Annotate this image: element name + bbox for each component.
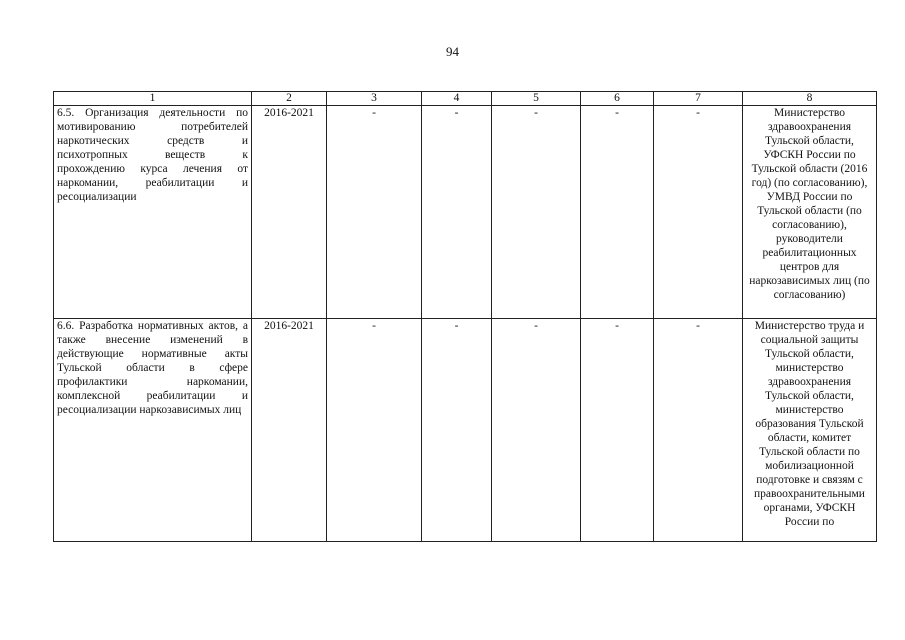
header-col-3: 3 [327, 92, 422, 106]
activity-description: 6.6. Разработка нормативных актов, а также внесение изменений в действующие нормативные акты Тульской области в сфере профилактики наркомании, комплексной реабилитации и ресоциализации наркозависимых лиц [54, 319, 252, 542]
header-col-4: 4 [422, 92, 492, 106]
header-col-7: 7 [654, 92, 743, 106]
responsible-executors: Министерство труда и социальной защиты Тульской области, министерство здравоохранения Тульской области, министерство образования Тульской области, комитет Тульской области по мобилизационной подготовке и связям с правоохранительными органами, УФСКН России по [743, 319, 877, 542]
activity-period: 2016-2021 [252, 106, 327, 319]
header-col-1: 1 [54, 92, 252, 106]
table-row [54, 319, 877, 542]
header-col-6: 6 [581, 92, 654, 106]
funding-cell: - [581, 106, 654, 319]
funding-cell: - [581, 319, 654, 542]
table-row [54, 106, 877, 319]
funding-cell: - [654, 319, 743, 542]
funding-cell: - [327, 106, 422, 319]
header-col-2: 2 [252, 92, 327, 106]
funding-cell: - [654, 106, 743, 319]
header-col-5: 5 [492, 92, 581, 106]
header-col-8: 8 [743, 92, 877, 106]
responsible-executors: Министерство здравоохранения Тульской области, УФСКН России по Тульской области (2016 год) (по согласованию), УМВД России по Тульской области (по согласованию), руководители реабилитационных центров для наркозависимых лиц (по согласованию) [743, 106, 877, 319]
header-row [54, 92, 877, 106]
funding-cell: - [492, 319, 581, 542]
page-number: 94 [446, 44, 459, 59]
funding-cell: - [422, 319, 492, 542]
funding-cell: - [327, 319, 422, 542]
activity-description: 6.5. Организация деятельности по мотивированию потребителей наркотических средств и психотропных веществ к прохождению курса лечения от наркомании, реабилитации и ресоциализации [54, 106, 252, 319]
activity-period: 2016-2021 [252, 319, 327, 542]
funding-cell: - [422, 106, 492, 319]
activities-table [53, 91, 877, 542]
funding-cell: - [492, 106, 581, 319]
